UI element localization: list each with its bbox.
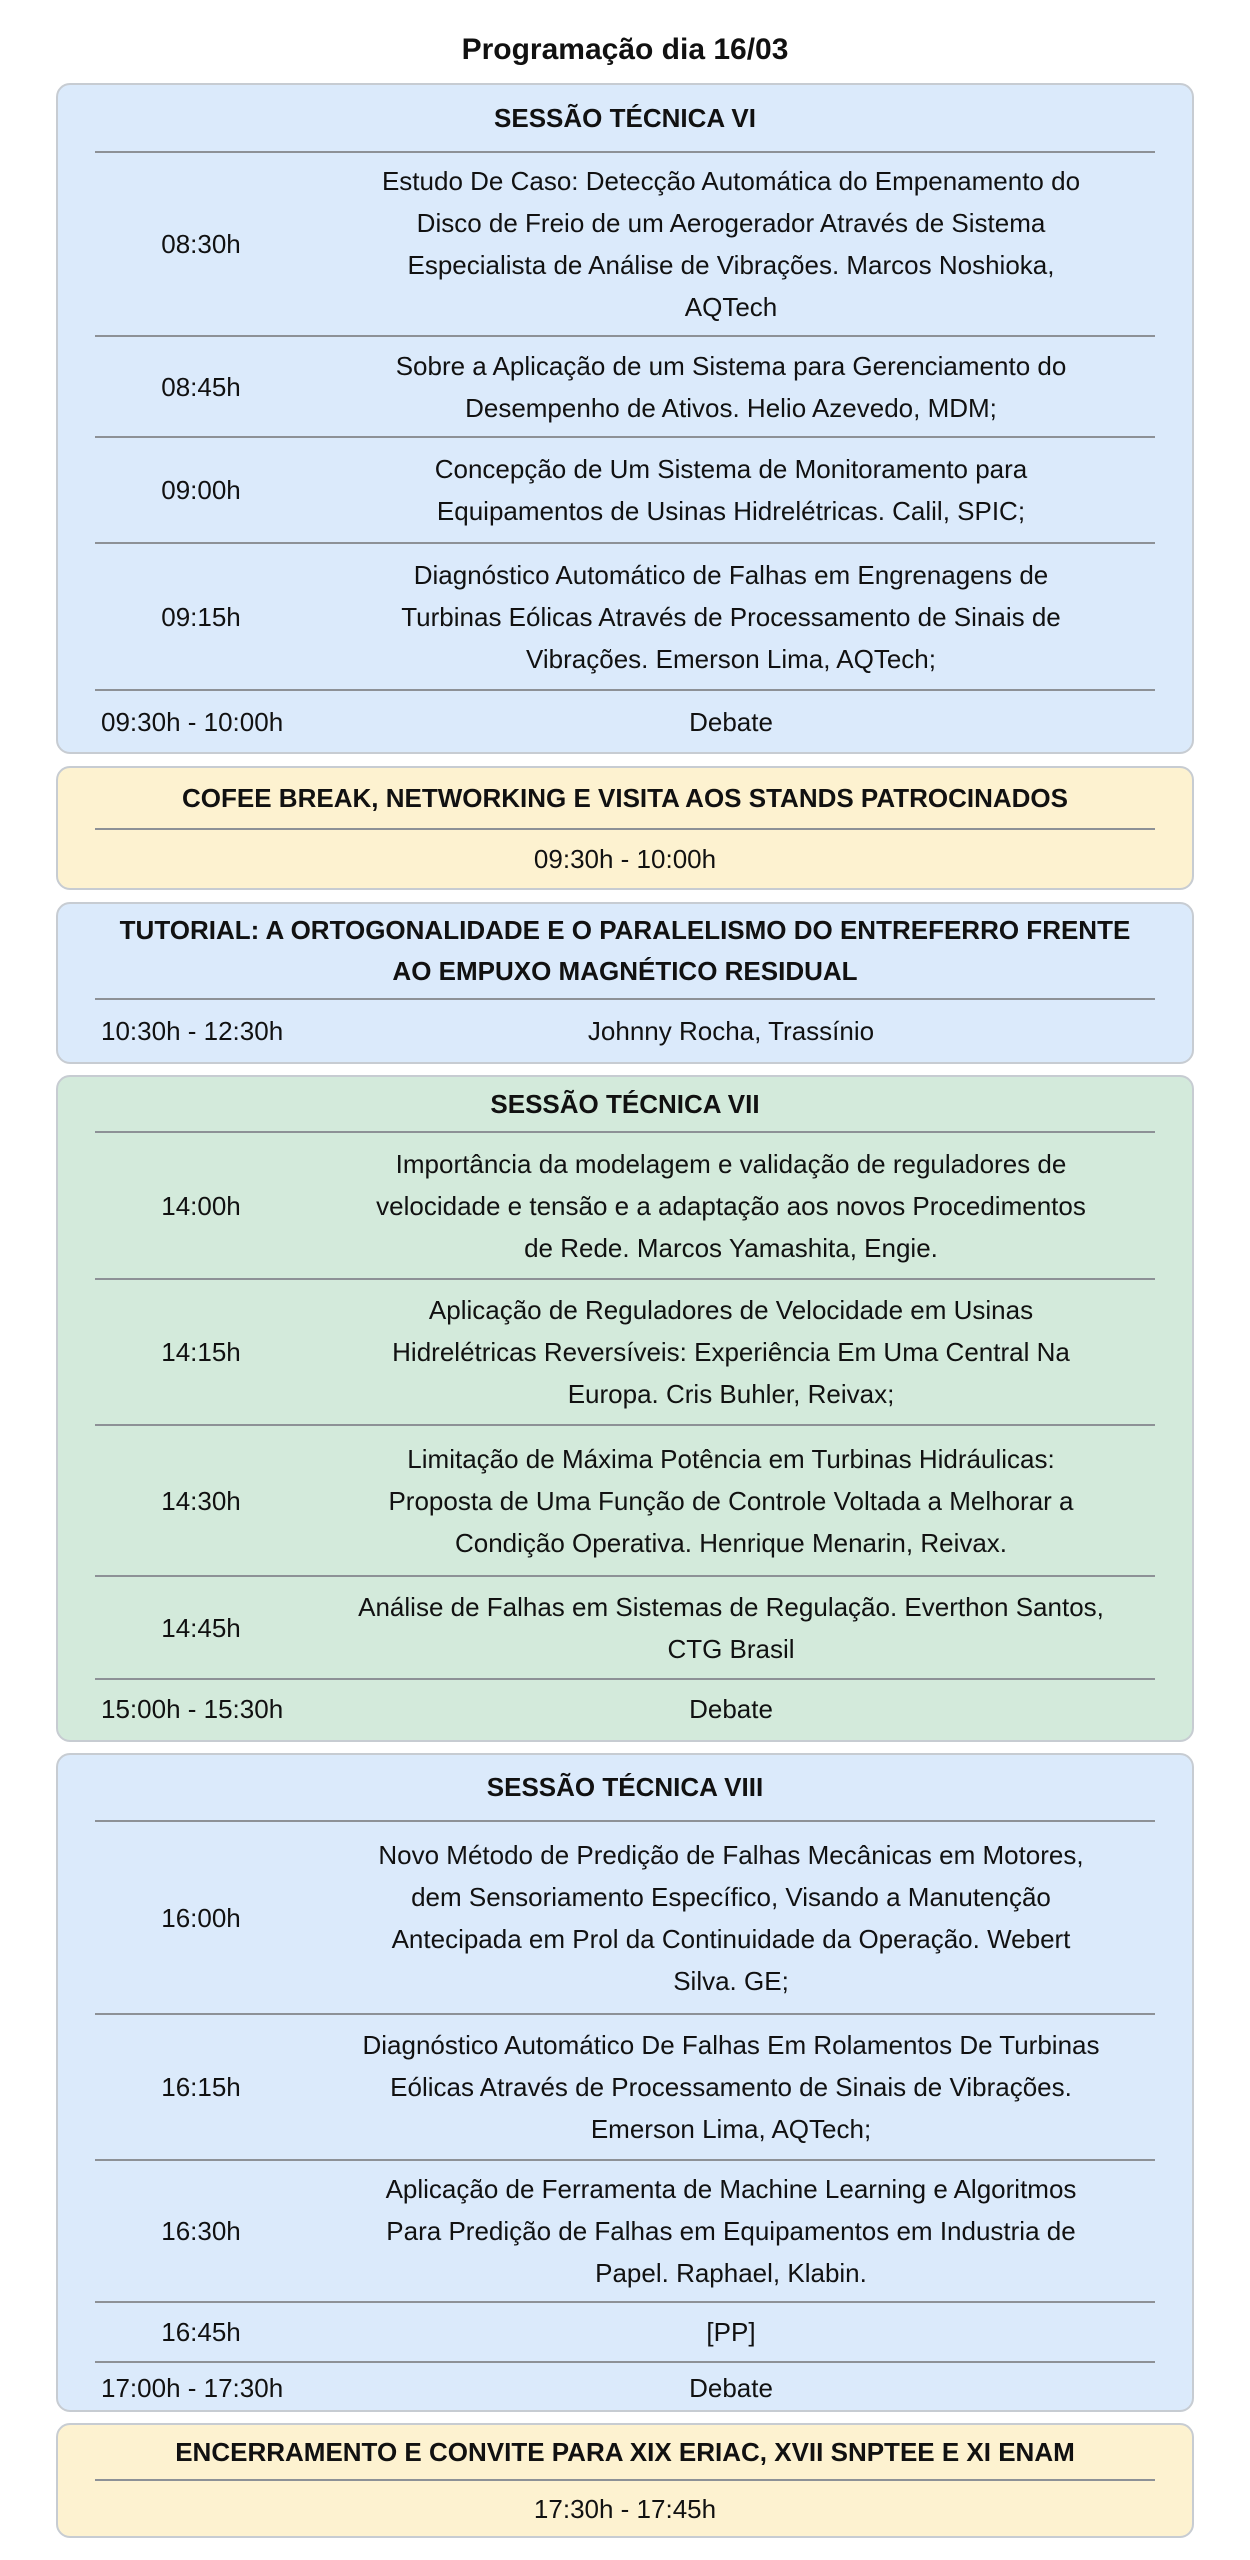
talk-line: Silva. GE; <box>673 1965 789 1996</box>
talk-line: Aplicação de Ferramenta de Machine Learning e Algoritmos <box>385 2174 1077 2204</box>
talk-time: 16:00h <box>161 1902 241 1933</box>
talk-line: dem Sensoriamento Específico, Visando a Manutenção <box>411 1881 1051 1912</box>
schedule-row <box>95 2303 1155 2363</box>
talk-line: Hidrelétricas Reversíveis: Experiência Em Uma Central Na <box>392 1337 1070 1367</box>
debate-row <box>95 2363 1155 2412</box>
tutorial-title-line: TUTORIAL: A ORTOGONALIDADE E O PARALELISMO DO ENTREFERRO FRENTE <box>119 915 1131 945</box>
schedule-row <box>95 2015 1155 2161</box>
schedule-row <box>95 153 1155 337</box>
talk-time: 16:30h <box>161 2216 241 2246</box>
talk-line: Antecipada em Prol da Continuidade da Operação. Webert <box>391 1923 1071 1954</box>
talk-line: Turbinas Eólicas Através de Processamento de Sinais de <box>401 601 1061 632</box>
talk-description <box>307 2311 1155 2353</box>
talk-time: 14:15h <box>161 1337 241 1367</box>
schedule-row <box>95 337 1155 438</box>
schedule-row <box>95 544 1155 691</box>
talk-time: 09:15h <box>161 601 241 632</box>
talk-time: 14:45h <box>161 1612 241 1643</box>
debate-time: 17:00h - 17:30h <box>101 2372 284 2403</box>
debate-label: Debate <box>689 707 773 737</box>
talk-line: Emerson Lima, AQTech; <box>590 2114 872 2144</box>
tutorial-speaker: Johnny Rocha, Trassínio <box>587 1016 875 1046</box>
talk-line: Eólicas Através de Processamento de Sinais de Vibrações. <box>390 2072 1072 2102</box>
talk-description <box>307 1834 1155 2002</box>
talk-time: 14:00h <box>161 1190 241 1221</box>
talk-description <box>307 1289 1155 1415</box>
talk-description <box>307 554 1155 680</box>
talk-time: 08:45h <box>161 371 241 402</box>
tutorial-title-line: AO EMPUXO MAGNÉTICO RESIDUAL <box>392 956 858 986</box>
talk-time: 16:15h <box>161 2072 241 2102</box>
debate-row <box>95 691 1155 753</box>
talk-description <box>307 160 1155 328</box>
tutorial-time: 10:30h - 12:30h <box>101 1016 284 1046</box>
schedule-row <box>95 1577 1155 1680</box>
talk-line: Condição Operativa. Henrique Menarin, Reivax. <box>454 1527 1008 1558</box>
page-title: Programação dia 16/03 <box>461 33 789 66</box>
talk-line: [PP] <box>706 2317 756 2347</box>
schedule-row <box>95 2161 1155 2303</box>
talk-line: velocidade e tensão e a adaptação aos novos Procedimentos <box>376 1190 1086 1221</box>
talk-line: Proposta de Uma Função de Controle Voltada a Melhorar a <box>388 1485 1074 1516</box>
debate-label: Debate <box>689 2372 773 2403</box>
talk-line: Estudo De Caso: Detecção Automática do Empenamento do <box>381 166 1081 196</box>
session-viii-title: SESSÃO TÉCNICA VIII <box>95 1755 1155 1822</box>
closing-title: ENCERRAMENTO E CONVITE PARA XIX ERIAC, XVII SNPTEE E XI ENAM <box>95 2425 1155 2481</box>
coffee-break-title: COFEE BREAK, NETWORKING E VISITA AOS STANDS PATROCINADOS <box>95 768 1155 830</box>
coffee-break-time: 09:30h - 10:00h <box>533 844 717 874</box>
talk-line: Importância da modelagem e validação de reguladores de <box>395 1148 1067 1179</box>
schedule-row <box>95 438 1155 544</box>
talk-line: Sobre a Aplicação de um Sistema para Gerenciamento do <box>395 350 1067 381</box>
talk-description <box>307 2024 1155 2150</box>
talk-line: AQTech <box>684 292 778 322</box>
session-vi-title: SESSÃO TÉCNICA VI <box>95 85 1155 153</box>
debate-label: Debate <box>689 1694 773 1724</box>
talk-description <box>307 1143 1155 1269</box>
schedule-row <box>95 1822 1155 2015</box>
talk-time: 16:45h <box>161 2317 241 2347</box>
talk-time: 14:30h <box>161 1485 241 1516</box>
talk-line: Diagnóstico Automático de Falhas em Engrenagens de <box>413 559 1049 590</box>
schedule-row <box>95 1280 1155 1426</box>
closing-card <box>56 2423 1194 2538</box>
talk-line: Concepção de Um Sistema de Monitoramento para <box>434 454 1028 484</box>
tutorial-row <box>95 1000 1155 1062</box>
debate-row <box>95 1680 1155 1738</box>
talk-line: de Rede. Marcos Yamashita, Engie. <box>524 1232 938 1263</box>
tutorial-title <box>95 904 1155 1000</box>
session-viii-card <box>56 1753 1194 2412</box>
tutorial-card <box>56 902 1194 1064</box>
session-vi-card <box>56 83 1194 754</box>
coffee-break-card <box>56 766 1194 890</box>
talk-line: Papel. Raphael, Klabin. <box>595 2258 867 2288</box>
talk-line: Especialista de Análise de Vibrações. Marcos Noshioka, <box>407 250 1055 280</box>
talk-line: Vibrações. Emerson Lima, AQTech; <box>526 643 936 674</box>
talk-description <box>307 2168 1155 2294</box>
talk-time: 08:30h <box>161 229 241 259</box>
talk-description <box>307 1438 1155 1564</box>
closing-time: 17:30h - 17:45h <box>533 2493 717 2524</box>
talk-line: Disco de Freio de um Aerogerador Através de Sistema <box>416 208 1046 238</box>
debate-time: 09:30h - 10:00h <box>101 707 284 737</box>
schedule-row <box>95 1426 1155 1577</box>
talk-line: Aplicação de Reguladores de Velocidade em Usinas <box>428 1295 1034 1325</box>
session-vii-card <box>56 1075 1194 1742</box>
debate-time: 15:00h - 15:30h <box>101 1694 284 1724</box>
session-vii-title: SESSÃO TÉCNICA VII <box>95 1077 1155 1133</box>
talk-description <box>307 448 1155 532</box>
talk-time: 09:00h <box>161 475 241 505</box>
talk-line: Diagnóstico Automático De Falhas Em Rolamentos De Turbinas <box>362 2030 1100 2060</box>
talk-line: Para Predição de Falhas em Equipamentos em Industria de <box>386 2216 1076 2246</box>
talk-line: CTG Brasil <box>667 1633 795 1664</box>
talk-description <box>307 345 1155 429</box>
talk-line: Desempenho de Ativos. Helio Azevedo, MDM; <box>465 392 997 423</box>
talk-line: Novo Método de Predição de Falhas Mecânicas em Motores, <box>378 1839 1084 1870</box>
talk-description <box>307 1586 1155 1670</box>
talk-line: Europa. Cris Buhler, Reivax; <box>567 1379 895 1409</box>
schedule-row <box>95 1133 1155 1280</box>
talk-line: Análise de Falhas em Sistemas de Regulação. Everthon Santos, <box>358 1591 1104 1622</box>
talk-line: Equipamentos de Usinas Hidrelétricas. Calil, SPIC; <box>436 496 1026 526</box>
talk-line: Limitação de Máxima Potência em Turbinas Hidráulicas: <box>407 1443 1055 1474</box>
